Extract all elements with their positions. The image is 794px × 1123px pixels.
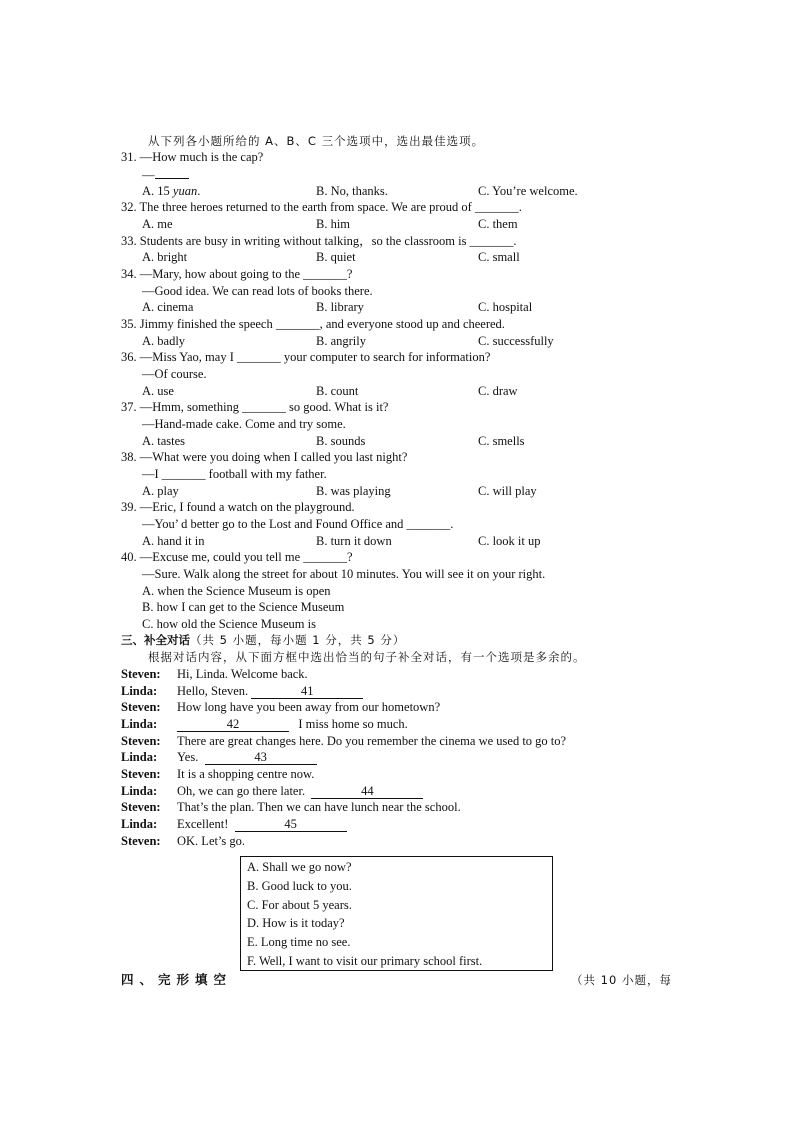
dialogue-speaker: Steven: xyxy=(121,767,161,781)
question-34-option-c: C. hospital xyxy=(478,300,533,314)
question-33-option-c: C. small xyxy=(478,250,520,264)
blank-43: 43 xyxy=(205,750,317,765)
dialogue-line: 42 I miss home so much. xyxy=(177,716,408,732)
question-35-option-a: A. badly xyxy=(142,334,186,348)
question-32-option-a: A. me xyxy=(142,217,173,231)
dialogue-line: Yes. 43 xyxy=(177,749,317,765)
question-40-option-b: B. how I can get to the Science Museum xyxy=(142,600,345,614)
question-31-line-2: — xyxy=(142,166,189,182)
question-39-option-b: B. turn it down xyxy=(316,534,392,548)
box-option-c: C. For about 5 years. xyxy=(247,898,352,912)
answer-blank xyxy=(155,166,189,179)
question-40-line-1: 40. —Excuse me, could you tell me _______? xyxy=(121,550,353,564)
section-4-title: 四、完形填空 xyxy=(121,972,233,987)
question-31-option-c: C. You’re welcome. xyxy=(478,184,578,198)
section-3-heading xyxy=(121,632,405,648)
question-34-option-b: B. library xyxy=(316,300,364,314)
box-option-d: D. How is it today? xyxy=(247,916,345,930)
question-32-option-c: C. them xyxy=(478,217,518,231)
question-31-option-a: A. 15 yuan. xyxy=(142,184,201,198)
blank-42: 42 xyxy=(177,717,289,732)
question-31-option-b: B. No, thanks. xyxy=(316,184,388,198)
dialogue-speaker: Linda: xyxy=(121,717,158,731)
dialogue-line: There are great changes here. Do you remember the cinema we used to go to? xyxy=(177,734,567,748)
box-option-a: A. Shall we go now? xyxy=(247,860,352,874)
question-38-option-a: A. play xyxy=(142,484,179,498)
question-40-option-c: C. how old the Science Museum is xyxy=(142,617,316,631)
question-37-line-1: 37. —Hmm, something _______ so good. What is it? xyxy=(121,400,389,414)
dialogue-line: OK. Let’s go. xyxy=(177,834,246,848)
question-32-line-1: 32. The three heroes returned to the earth from space. We are proud of _______. xyxy=(121,200,522,214)
question-37-option-a: A. tastes xyxy=(142,434,186,448)
question-39-line-1: 39. —Eric, I found a watch on the playground. xyxy=(121,500,355,514)
question-36-line-2: —Of course. xyxy=(142,367,207,381)
section-3-instruction: 根据对话内容，从下面方框中选出恰当的句子补全对话，有一个选项是多余的。 xyxy=(148,650,586,664)
question-32-option-b: B. him xyxy=(316,217,351,231)
dialogue-line: Excellent! 45 xyxy=(177,816,347,832)
dialogue-speaker: Steven: xyxy=(121,734,161,748)
question-37-option-b: B. sounds xyxy=(316,434,366,448)
dialogue-line: That’s the plan. Then we can have lunch near the school. xyxy=(177,800,461,814)
dialogue-speaker: Linda: xyxy=(121,750,158,764)
question-33-line-1: 33. Students are busy in writing without talking，so the classroom is _______. xyxy=(121,234,517,248)
question-39-line-2: —You’ d better go to the Lost and Found Office and _______. xyxy=(142,517,454,531)
question-33-option-b: B. quiet xyxy=(316,250,356,264)
section-4-scoring: （共 10 小题，每 xyxy=(571,973,672,987)
question-35-option-c: C. successfully xyxy=(478,334,554,348)
dialogue-line: Hi, Linda. Welcome back. xyxy=(177,667,308,681)
section-instruction: 从下列各小题所给的 A、B、C 三个选项中，选出最佳选项。 xyxy=(148,134,485,148)
options-box xyxy=(240,856,553,971)
question-39-option-a: A. hand it in xyxy=(142,534,205,548)
question-34-option-a: A. cinema xyxy=(142,300,194,314)
dialogue-line: How long have you been away from our hometown? xyxy=(177,700,441,714)
question-36-option-b: B. count xyxy=(316,384,359,398)
question-33-option-a: A. bright xyxy=(142,250,188,264)
question-38-line-1: 38. —What were you doing when I called you last night? xyxy=(121,450,408,464)
dialogue-line: Hello, Steven. 41 xyxy=(177,683,363,699)
question-34-line-2: —Good idea. We can read lots of books there. xyxy=(142,284,373,298)
dialogue-speaker: Steven: xyxy=(121,800,161,814)
question-39-option-c: C. look it up xyxy=(478,534,541,548)
question-37-option-c: C. smells xyxy=(478,434,525,448)
dialogue-speaker: Steven: xyxy=(121,834,161,848)
box-option-b: B. Good luck to you. xyxy=(247,879,352,893)
question-38-option-c: C. will play xyxy=(478,484,537,498)
box-option-e: E. Long time no see. xyxy=(247,935,351,949)
blank-41: 41 xyxy=(251,684,363,699)
dialogue-speaker: Steven: xyxy=(121,700,161,714)
blank-45: 45 xyxy=(235,817,347,832)
question-31-line-1: 31. —How much is the cap? xyxy=(121,150,264,164)
question-35-option-b: B. angrily xyxy=(316,334,366,348)
question-36-option-a: A. use xyxy=(142,384,174,398)
question-36-line-1: 36. —Miss Yao, may I _______ your computer to search for information? xyxy=(121,350,491,364)
question-34-line-1: 34. —Mary, how about going to the _______? xyxy=(121,267,353,281)
question-40-option-a: A. when the Science Museum is open xyxy=(142,584,331,598)
box-option-f: F. Well, I want to visit our primary school first. xyxy=(247,954,483,968)
dialogue-speaker: Steven: xyxy=(121,667,161,681)
question-35-line-1: 35. Jimmy finished the speech _______, and everyone stood up and cheered. xyxy=(121,317,505,331)
dialogue-speaker: Linda: xyxy=(121,684,158,698)
question-38-line-2: —I _______ football with my father. xyxy=(142,467,327,481)
dialogue-line: Oh, we can go there later. 44 xyxy=(177,783,423,799)
section-3-scoring: （共 5 小题，每小题 1 分，共 5 分） xyxy=(190,633,406,647)
dialogue-speaker: Linda: xyxy=(121,817,158,831)
question-38-option-b: B. was playing xyxy=(316,484,391,498)
dialogue-speaker: Linda: xyxy=(121,784,158,798)
question-40-line-2: —Sure. Walk along the street for about 10 minutes. You will see it on your right. xyxy=(142,567,546,581)
section-3-title: 三、补全对话 xyxy=(121,633,190,647)
question-37-line-2: —Hand-made cake. Come and try some. xyxy=(142,417,346,431)
blank-44: 44 xyxy=(311,784,423,799)
question-36-option-c: C. draw xyxy=(478,384,518,398)
dialogue-line: It is a shopping centre now. xyxy=(177,767,315,781)
